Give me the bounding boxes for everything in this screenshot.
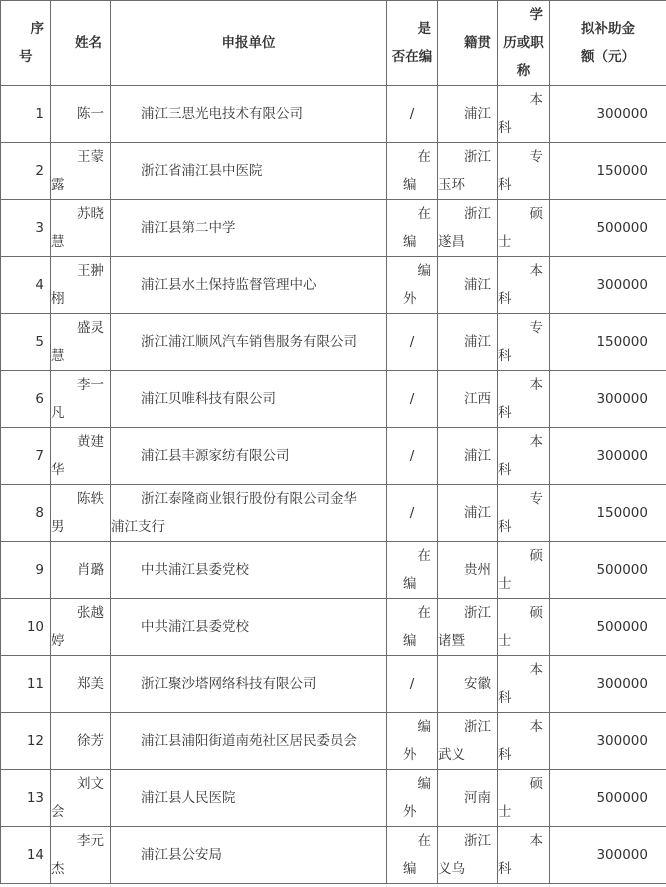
cell-name: [51, 599, 111, 656]
origin-line1: 江西: [464, 391, 491, 407]
name-line2: 凡: [51, 405, 65, 421]
header-name: [51, 1, 111, 86]
edu-line2: 科: [498, 690, 512, 706]
header-unit: [111, 1, 387, 86]
table-row: [1, 770, 666, 827]
edu-line2: 士: [498, 234, 512, 250]
table-row: [1, 542, 666, 599]
name-line2: 会: [51, 804, 65, 820]
name-line1: 张越: [77, 605, 104, 621]
cell-amount: [550, 86, 666, 143]
cell-amount: [550, 599, 666, 656]
unit-line1: 中共浦江县委党校: [141, 562, 249, 578]
seq-text: 3: [35, 220, 44, 236]
table-row: [1, 827, 666, 884]
cell-seq: [1, 827, 51, 884]
cell-edu: [498, 485, 550, 542]
name-line2: 露: [51, 177, 65, 193]
cell-staff: [387, 371, 438, 428]
header-staff-line1: 是: [417, 21, 431, 37]
cell-staff: [387, 485, 438, 542]
header-unit-text: 申报单位: [221, 35, 276, 51]
table-row: [1, 257, 666, 314]
edu-line2: 士: [498, 576, 512, 592]
cell-name: [51, 200, 111, 257]
edu-line1: 专: [529, 320, 543, 336]
seq-text: 11: [26, 676, 44, 692]
name-line2: 栩: [51, 291, 65, 307]
cell-staff: [387, 314, 438, 371]
edu-line1: 本: [529, 719, 543, 735]
cell-unit: [111, 86, 387, 143]
staff-line1: 在: [417, 548, 431, 564]
cell-amount: [550, 827, 666, 884]
staff-line1: 在: [417, 149, 431, 165]
unit-line1: 浙江聚沙塔网络科技有限公司: [141, 676, 317, 692]
cell-unit: [111, 257, 387, 314]
header-seq-line1: 序: [30, 21, 44, 37]
name-line1: 苏晓: [77, 206, 104, 222]
cell-unit: [111, 371, 387, 428]
unit-line1: 浦江三思光电技术有限公司: [141, 106, 303, 122]
cell-edu: [498, 314, 550, 371]
cell-unit: [111, 200, 387, 257]
cell-origin: [438, 485, 498, 542]
cell-seq: [1, 770, 51, 827]
cell-seq: [1, 485, 51, 542]
cell-amount: [550, 371, 666, 428]
name-line1: 王翀: [77, 263, 104, 279]
name-line1: 李一: [77, 377, 104, 393]
name-line1: 李元: [77, 833, 104, 849]
cell-origin: [438, 86, 498, 143]
seq-text: 4: [35, 277, 44, 293]
edu-line1: 本: [529, 263, 543, 279]
seq-text: 10: [26, 619, 44, 635]
edu-line1: 专: [529, 491, 543, 507]
seq-text: 8: [35, 505, 44, 521]
header-name-text: 姓名: [75, 35, 102, 51]
cell-seq: [1, 257, 51, 314]
seq-text: 5: [35, 334, 44, 350]
name-line2: 杰: [51, 861, 65, 877]
cell-seq: [1, 371, 51, 428]
origin-line1: 贵州: [464, 562, 491, 578]
staff-line1: 编: [417, 776, 431, 792]
edu-line1: 本: [529, 662, 543, 678]
origin-line2: 诸暨: [438, 633, 465, 649]
unit-line1: 中共浦江县委党校: [141, 619, 249, 635]
origin-line1: 浦江: [464, 106, 491, 122]
staff-line1: 在: [417, 833, 431, 849]
name-line1: 徐芳: [77, 733, 104, 749]
staff-line1: /: [409, 676, 415, 692]
staff-line2: 编: [403, 177, 417, 193]
origin-line1: 浙江: [464, 149, 491, 165]
seq-text: 12: [26, 733, 44, 749]
cell-staff: [387, 86, 438, 143]
amount-text: 300000: [596, 676, 648, 692]
cell-edu: [498, 770, 550, 827]
cell-unit: [111, 485, 387, 542]
cell-staff: [387, 428, 438, 485]
cell-origin: [438, 599, 498, 656]
cell-origin: [438, 542, 498, 599]
unit-line1: 浙江泰隆商业银行股份有限公司金华: [141, 491, 357, 507]
header-edu-line2: 历或职: [503, 35, 544, 51]
amount-text: 150000: [596, 163, 648, 179]
cell-name: [51, 143, 111, 200]
name-line2: 慧: [51, 234, 65, 250]
staff-line2: 外: [403, 804, 417, 820]
cell-unit: [111, 770, 387, 827]
cell-origin: [438, 827, 498, 884]
seq-text: 2: [35, 163, 44, 179]
cell-unit: [111, 656, 387, 713]
cell-amount: [550, 428, 666, 485]
name-line1: 郑美: [77, 676, 104, 692]
cell-amount: [550, 485, 666, 542]
cell-amount: [550, 314, 666, 371]
name-line1: 黄建: [77, 434, 104, 450]
cell-edu: [498, 371, 550, 428]
table-row: [1, 314, 666, 371]
cell-edu: [498, 143, 550, 200]
amount-text: 300000: [596, 391, 648, 407]
edu-line2: 科: [498, 120, 512, 136]
amount-text: 500000: [596, 619, 648, 635]
edu-line1: 专: [529, 149, 543, 165]
staff-line2: 外: [403, 747, 417, 763]
cell-name: [51, 827, 111, 884]
cell-edu: [498, 200, 550, 257]
cell-origin: [438, 770, 498, 827]
cell-staff: [387, 257, 438, 314]
table-row: [1, 428, 666, 485]
name-line2: 华: [51, 462, 65, 478]
unit-line1: 浦江县浦阳街道南苑社区居民委员会: [141, 733, 357, 749]
table-row: [1, 143, 666, 200]
origin-line1: 浦江: [464, 334, 491, 350]
edu-line2: 科: [498, 861, 512, 877]
unit-line1: 浦江县第二中学: [141, 220, 236, 236]
header-staff: [387, 1, 438, 86]
cell-seq: [1, 200, 51, 257]
cell-seq: [1, 713, 51, 770]
amount-text: 500000: [596, 562, 648, 578]
edu-line1: 本: [529, 833, 543, 849]
header-seq-line2: 号: [19, 49, 33, 65]
origin-line1: 浦江: [464, 505, 491, 521]
cell-edu: [498, 428, 550, 485]
edu-line1: 本: [529, 434, 543, 450]
edu-line2: 科: [498, 348, 512, 364]
unit-line1: 浦江县公安局: [141, 847, 222, 863]
header-amount: [550, 1, 666, 86]
cell-amount: [550, 542, 666, 599]
name-line1: 王蒙: [77, 149, 104, 165]
header-row: [1, 1, 666, 86]
edu-line2: 士: [498, 633, 512, 649]
name-line2: 婷: [51, 633, 65, 649]
origin-line2: 遂昌: [438, 234, 465, 250]
staff-line1: 编: [417, 719, 431, 735]
cell-unit: [111, 599, 387, 656]
cell-amount: [550, 257, 666, 314]
cell-seq: [1, 542, 51, 599]
cell-name: [51, 257, 111, 314]
origin-line2: 武义: [438, 747, 465, 763]
staff-line1: /: [409, 448, 415, 464]
cell-origin: [438, 200, 498, 257]
cell-unit: [111, 542, 387, 599]
edu-line1: 硕: [529, 206, 543, 222]
cell-seq: [1, 143, 51, 200]
staff-line2: 编: [403, 234, 417, 250]
staff-line2: 编: [403, 633, 417, 649]
name-line1: 刘文: [77, 776, 104, 792]
cell-amount: [550, 143, 666, 200]
cell-amount: [550, 770, 666, 827]
cell-name: [51, 542, 111, 599]
cell-edu: [498, 86, 550, 143]
cell-origin: [438, 656, 498, 713]
cell-staff: [387, 200, 438, 257]
cell-staff: [387, 827, 438, 884]
header-edu-line3: 称: [516, 63, 531, 79]
cell-staff: [387, 599, 438, 656]
unit-line1: 浦江县人民医院: [141, 790, 236, 806]
cell-name: [51, 770, 111, 827]
staff-line1: /: [409, 505, 415, 521]
origin-line1: 河南: [464, 790, 491, 806]
staff-line2: 编: [403, 576, 417, 592]
amount-text: 300000: [596, 847, 648, 863]
edu-line2: 科: [498, 291, 512, 307]
header-amount-line2: 额（元）: [581, 49, 635, 65]
amount-text: 150000: [596, 334, 648, 350]
edu-line1: 本: [529, 377, 543, 393]
origin-line1: 浙江: [464, 719, 491, 735]
table-row: [1, 599, 666, 656]
seq-text: 6: [35, 391, 44, 407]
cell-name: [51, 86, 111, 143]
cell-edu: [498, 257, 550, 314]
cell-edu: [498, 656, 550, 713]
seq-text: 9: [35, 562, 44, 578]
amount-text: 300000: [596, 277, 648, 293]
table-row: [1, 371, 666, 428]
edu-line2: 科: [498, 405, 512, 421]
origin-line2: 义乌: [438, 861, 465, 877]
unit-line1: 浙江省浦江县中医院: [141, 163, 263, 179]
cell-origin: [438, 257, 498, 314]
header-origin: [438, 1, 498, 86]
cell-amount: [550, 200, 666, 257]
staff-line1: 编: [417, 263, 431, 279]
cell-staff: [387, 770, 438, 827]
unit-line2: 浦江支行: [111, 519, 165, 535]
header-amount-line1: 拟补助金: [581, 21, 635, 37]
cell-seq: [1, 656, 51, 713]
amount-text: 500000: [596, 790, 648, 806]
unit-line1: 浙江浦江顺风汽车销售服务有限公司: [141, 334, 357, 350]
origin-line2: 玉环: [438, 177, 465, 193]
cell-origin: [438, 314, 498, 371]
edu-line2: 科: [498, 519, 512, 535]
unit-line1: 浦江县水土保持监督管理中心: [141, 277, 317, 293]
staff-line2: 编: [403, 861, 417, 877]
header-edu: [498, 1, 550, 86]
seq-text: 7: [35, 448, 44, 464]
edu-line1: 本: [529, 92, 543, 108]
name-line2: 慧: [51, 348, 65, 364]
header-edu-line1: 学: [529, 7, 543, 23]
cell-amount: [550, 656, 666, 713]
edu-line2: 士: [498, 804, 512, 820]
edu-line1: 硕: [529, 605, 543, 621]
staff-line2: 外: [403, 291, 417, 307]
staff-line1: 在: [417, 605, 431, 621]
cell-seq: [1, 599, 51, 656]
cell-staff: [387, 656, 438, 713]
origin-line1: 浙江: [464, 605, 491, 621]
table-row: [1, 656, 666, 713]
edu-line2: 科: [498, 177, 512, 193]
table-row: [1, 713, 666, 770]
table-row: [1, 86, 666, 143]
amount-text: 300000: [596, 106, 648, 122]
name-line1: 陈轶: [77, 491, 104, 507]
origin-line1: 安徽: [464, 676, 491, 692]
cell-seq: [1, 314, 51, 371]
seq-text: 13: [26, 790, 44, 806]
cell-edu: [498, 827, 550, 884]
cell-unit: [111, 314, 387, 371]
name-line2: 男: [51, 519, 65, 535]
staff-line1: 在: [417, 206, 431, 222]
edu-line1: 硕: [529, 776, 543, 792]
amount-text: 300000: [596, 733, 648, 749]
table-row: [1, 200, 666, 257]
edu-line1: 硕: [529, 548, 543, 564]
cell-origin: [438, 713, 498, 770]
cell-edu: [498, 713, 550, 770]
cell-name: [51, 371, 111, 428]
cell-name: [51, 314, 111, 371]
header-origin-text: 籍贯: [464, 35, 491, 51]
name-line1: 陈一: [77, 106, 104, 122]
staff-line1: /: [409, 334, 415, 350]
cell-edu: [498, 542, 550, 599]
cell-unit: [111, 827, 387, 884]
cell-staff: [387, 542, 438, 599]
edu-line2: 科: [498, 747, 512, 763]
cell-unit: [111, 428, 387, 485]
origin-line1: 浙江: [464, 833, 491, 849]
cell-staff: [387, 143, 438, 200]
edu-line2: 科: [498, 462, 512, 478]
cell-amount: [550, 713, 666, 770]
cell-unit: [111, 713, 387, 770]
cell-name: [51, 656, 111, 713]
amount-text: 150000: [596, 505, 648, 521]
cell-seq: [1, 428, 51, 485]
cell-origin: [438, 371, 498, 428]
cell-name: [51, 713, 111, 770]
amount-text: 300000: [596, 448, 648, 464]
name-line1: 肖璐: [77, 562, 104, 578]
cell-origin: [438, 428, 498, 485]
cell-edu: [498, 599, 550, 656]
origin-line1: 浦江: [464, 448, 491, 464]
cell-unit: [111, 143, 387, 200]
staff-line1: /: [409, 391, 415, 407]
cell-staff: [387, 713, 438, 770]
cell-name: [51, 485, 111, 542]
cell-name: [51, 428, 111, 485]
unit-line1: 浦江县丰源家纺有限公司: [141, 448, 290, 464]
cell-seq: [1, 86, 51, 143]
name-line1: 盛灵: [77, 320, 104, 336]
seq-text: 14: [26, 847, 44, 863]
cell-origin: [438, 143, 498, 200]
staff-line1: /: [409, 106, 415, 122]
unit-line1: 浦江贝唯科技有限公司: [141, 391, 276, 407]
table-row: [1, 485, 666, 542]
origin-line1: 浦江: [464, 277, 491, 293]
origin-line1: 浙江: [464, 206, 491, 222]
amount-text: 500000: [596, 220, 648, 236]
header-seq: [1, 1, 51, 86]
header-staff-line2: 否在编: [391, 49, 433, 65]
seq-text: 1: [35, 106, 44, 122]
